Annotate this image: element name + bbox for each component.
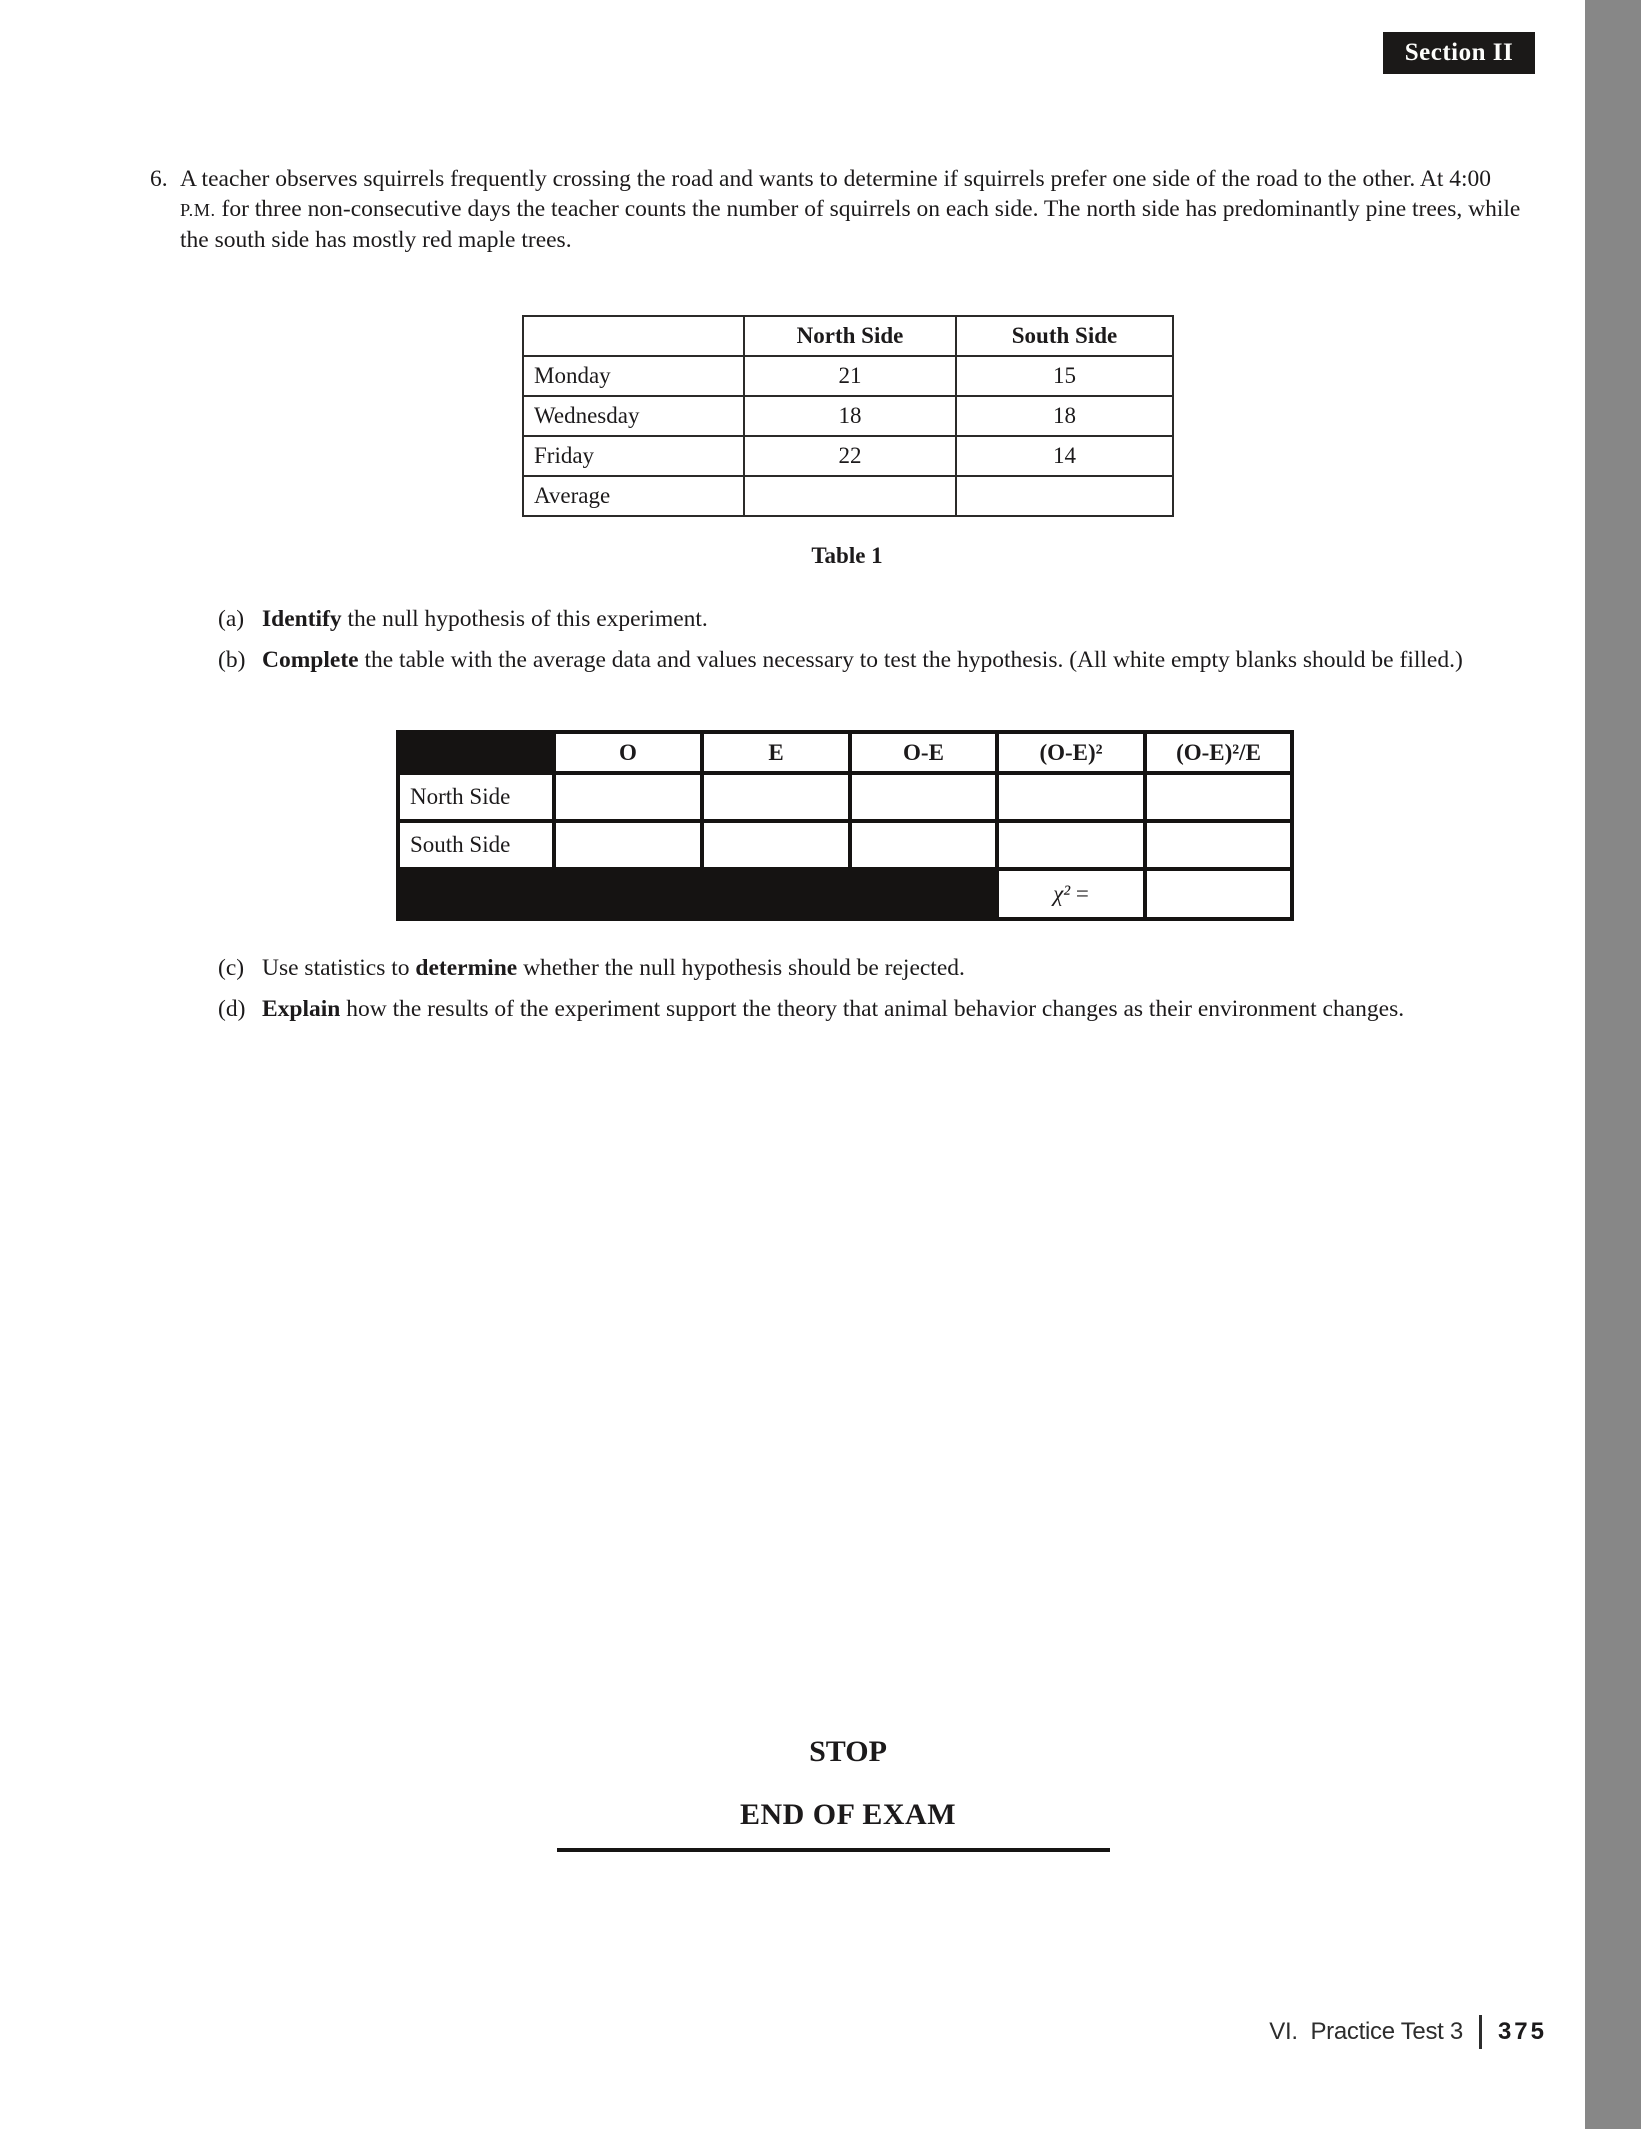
chi-header-O-E-squared-over-E: (O-E)²/E [1145, 732, 1292, 773]
chi-blank-cell [997, 773, 1145, 821]
part-a-text [262, 604, 708, 634]
chi-row-north [398, 773, 1292, 821]
chi-row-label: North Side [398, 773, 554, 821]
south-value-blank [956, 476, 1173, 516]
part-b-post: the table with the average data and values necessary to test the hypothesis. (All white empty blanks should be filled.) [358, 647, 1463, 673]
part-c-bold: determine [415, 955, 518, 981]
header-south-side: South Side [956, 316, 1173, 356]
chi-header-O-E: O-E [850, 732, 997, 773]
question-text [180, 164, 1530, 255]
part-a-item [218, 604, 708, 634]
north-value-blank [744, 476, 956, 516]
header-north-side: North Side [744, 316, 956, 356]
chi-total-row [398, 869, 1292, 919]
end-of-exam-label: END OF EXAM [739, 1798, 957, 1831]
chi-blank-cell [1145, 773, 1292, 821]
table-header-row [523, 316, 1173, 356]
table-row [523, 356, 1173, 396]
chi-symbol: χ² [1053, 881, 1071, 906]
chi-blank-cell [997, 821, 1145, 869]
chi-square-table [396, 730, 1294, 921]
part-b-item [218, 645, 1530, 675]
squirrel-count-table [522, 315, 1174, 517]
chi-blank-cell [702, 821, 850, 869]
part-c-text [262, 953, 965, 983]
question-6 [150, 164, 1532, 255]
part-d-text [262, 994, 1404, 1024]
part-c-item [218, 953, 965, 983]
chi-blank-cell [1145, 821, 1292, 869]
question-text-pm: P.M. [180, 200, 216, 220]
part-a-label: (a) [218, 606, 245, 632]
footer-separator [1479, 2015, 1482, 2049]
chi-blank-cell [702, 773, 850, 821]
row-label: Friday [523, 436, 744, 476]
row-label: Average [523, 476, 744, 516]
part-b-text [262, 645, 1530, 675]
chi-blank-cell [850, 821, 997, 869]
header-blank-cell [523, 316, 744, 356]
question-number: 6. [150, 166, 168, 192]
part-d-item [218, 994, 1404, 1024]
question-text-part2: for three non-consecutive days the teacher counts the number of squirrels on each side. The north side has predominantly pine trees, while the south side has mostly red maple trees. [180, 196, 1521, 253]
page-footer [1150, 2012, 1547, 2052]
part-a-bold: Identify [262, 606, 342, 632]
north-value: 18 [744, 396, 956, 436]
part-a-post: the null hypothesis of this experiment. [341, 606, 708, 632]
part-d-post: how the results of the experiment support the theory that animal behavior changes as their environment changes. [340, 996, 1405, 1022]
chi-equals: = [1070, 881, 1089, 906]
table-caption: Table 1 [811, 543, 883, 568]
part-d-label: (d) [218, 996, 246, 1022]
chi-header-O: O [554, 732, 702, 773]
table-row [523, 436, 1173, 476]
north-value: 21 [744, 356, 956, 396]
part-d-bold: Explain [262, 996, 341, 1022]
row-label: Wednesday [523, 396, 744, 436]
section-badge-label: Section II [1404, 39, 1514, 66]
north-value: 22 [744, 436, 956, 476]
south-value: 14 [956, 436, 1173, 476]
south-value: 15 [956, 356, 1173, 396]
table-row [523, 396, 1173, 436]
chi-blank-cell [554, 773, 702, 821]
chi-black-filler-cell [398, 869, 997, 919]
end-of-exam-rule [557, 1848, 1110, 1852]
part-c-label: (c) [218, 955, 245, 981]
chi-header-row [398, 732, 1292, 773]
chi-header-blank-cell [398, 732, 554, 773]
section-badge [1383, 32, 1535, 74]
footer-breadcrumb: VI. Practice Test 3 [1269, 2018, 1463, 2045]
chi-row-south [398, 821, 1292, 869]
part-b-label: (b) [218, 647, 246, 673]
question-text-part1: A teacher observes squirrels frequently crossing the road and wants to determine if squirrels prefer one side of the road to the other. At 4:00 [180, 166, 1492, 192]
chi-result-blank-cell [1145, 869, 1292, 919]
chi-blank-cell [554, 821, 702, 869]
part-c-pre: Use statistics to [262, 955, 416, 981]
footer-page-number: 375 [1497, 2018, 1547, 2045]
chi-header-O-E-squared: (O-E)² [997, 732, 1145, 773]
row-label: Monday [523, 356, 744, 396]
chi-blank-cell [850, 773, 997, 821]
part-c-post: whether the null hypothesis should be rejected. [517, 955, 965, 981]
stop-label: STOP [809, 1735, 887, 1768]
part-b-bold: Complete [262, 647, 359, 673]
chi-squared-equals-cell [997, 869, 1145, 919]
table-row-average [523, 476, 1173, 516]
chi-header-E: E [702, 732, 850, 773]
chi-row-label: South Side [398, 821, 554, 869]
south-value: 18 [956, 396, 1173, 436]
